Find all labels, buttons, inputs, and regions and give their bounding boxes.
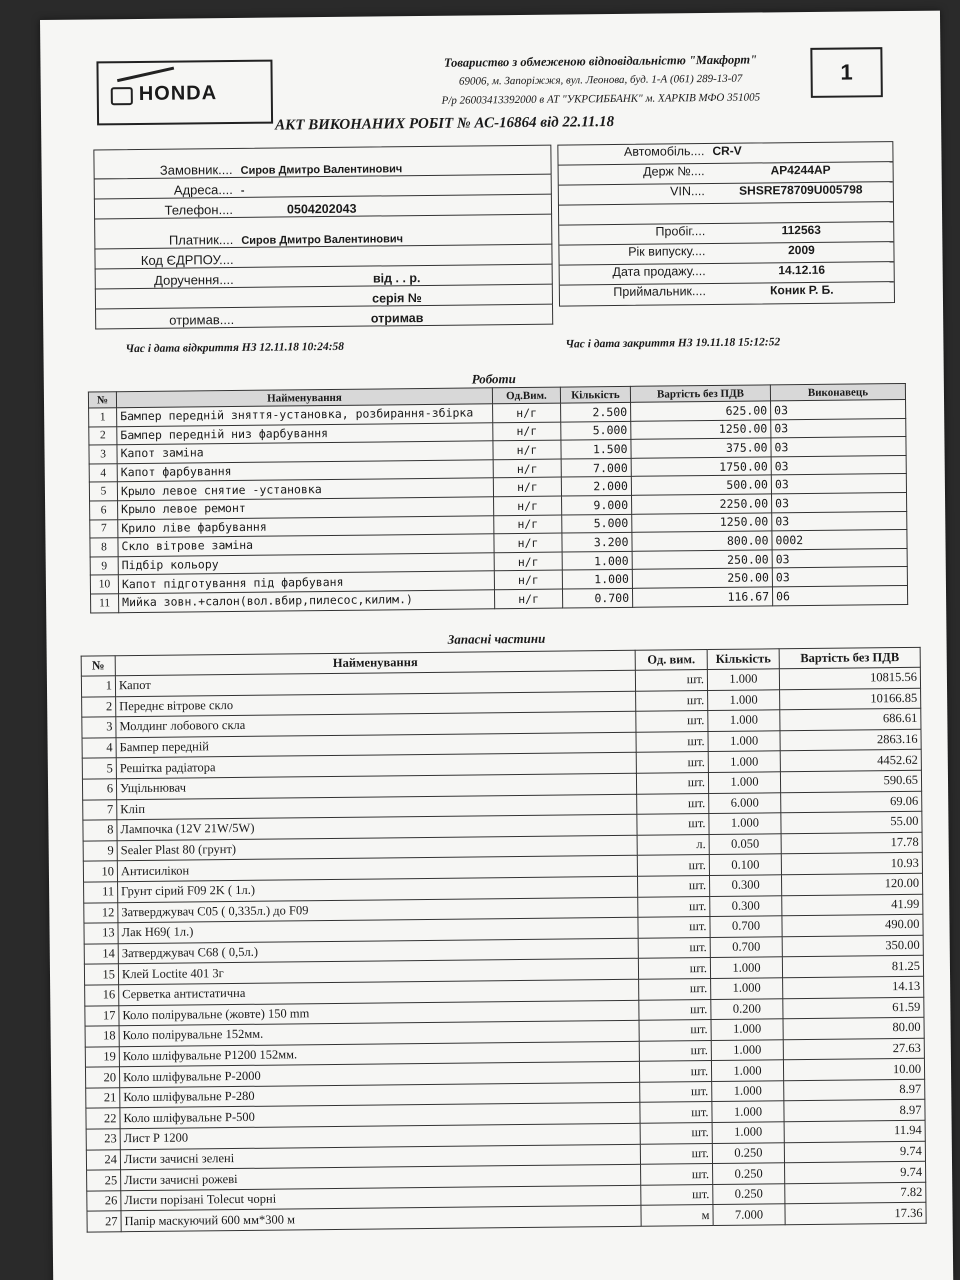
cell-cost: 350.00: [782, 935, 923, 957]
cell-unit: шт.: [640, 1081, 712, 1102]
cell-name: Коло шліфувальне Р-2000: [119, 1062, 639, 1088]
cell-number: 19: [85, 1046, 119, 1067]
parts-section-title: Запасні частини: [447, 630, 546, 647]
cell-number: 23: [86, 1129, 120, 1150]
year-value: 2009: [788, 242, 815, 258]
vin-value: SHSRE78709U005798: [739, 182, 863, 198]
cell-unit: н/г: [494, 533, 562, 552]
phone-value: 0504202043: [286, 201, 357, 217]
cell-quantity: 1.000: [708, 731, 780, 752]
cell-cost: 17.36: [785, 1203, 926, 1225]
receiver-row: [560, 282, 894, 305]
cell-number: 4: [82, 738, 116, 759]
payer-label: Платник....: [168, 231, 234, 248]
cell-executor: 03: [771, 474, 906, 494]
cell-unit: шт.: [639, 1061, 711, 1082]
cell-number: 21: [86, 1088, 120, 1109]
sale-value: 14.12.16: [778, 262, 826, 278]
cell-name: Затверджувач С68 ( 0,5л.): [118, 938, 638, 964]
cell-number: 11: [91, 594, 119, 613]
cell-number: 15: [84, 964, 118, 985]
cell-number: 1: [89, 408, 117, 427]
cell-executor: 06: [772, 585, 907, 605]
cell-unit: шт.: [636, 711, 708, 732]
cell-cost: 11.94: [784, 1120, 925, 1142]
cell-name: Лампочка (12V 21W/5W): [117, 814, 637, 840]
cell-unit: н/г: [493, 403, 561, 422]
received-row: [95, 305, 553, 330]
column-header-cost: Вартість без ПДВ: [779, 647, 920, 668]
cell-unit: шт.: [635, 670, 707, 691]
cell-name: Бампер передній низ фарбування: [117, 422, 493, 445]
cell-unit: шт.: [637, 855, 709, 876]
company-name: Товариство з обмеженою відповідальністю "Макфорт": [443, 52, 758, 70]
cell-name: Лак Н69( 1л.): [118, 917, 638, 943]
cell-unit: шт.: [638, 958, 710, 979]
honda-h-icon: [111, 87, 133, 105]
cell-name: Підбір кольору: [118, 553, 494, 576]
cell-cost: 625.00: [631, 401, 771, 421]
cell-number: 18: [85, 1026, 119, 1047]
cell-unit: шт.: [637, 875, 709, 896]
cell-unit: шт.: [639, 1020, 711, 1041]
cell-unit: шт.: [637, 814, 709, 835]
cell-name: Листи зачисні рожеві: [121, 1165, 641, 1191]
column-header-number: №: [81, 656, 115, 676]
cell-name: Капот фарбування: [117, 460, 493, 483]
cell-executor: 03: [772, 548, 907, 568]
receiver-label: Приймальник....: [613, 284, 706, 300]
cell-quantity: 0.250: [713, 1163, 785, 1184]
cell-number: 14: [84, 943, 118, 964]
cell-number: 13: [84, 923, 118, 944]
cell-cost: 120.00: [781, 873, 922, 895]
cell-name: Молдинг лобового скла: [116, 711, 636, 737]
cell-number: 17: [85, 1005, 119, 1026]
cell-unit: н/г: [494, 570, 562, 589]
cell-number: 5: [89, 482, 117, 501]
vin-label: VIN....: [670, 184, 705, 199]
cell-name: Лист Р 1200: [120, 1123, 640, 1149]
cell-unit: шт.: [639, 1040, 711, 1061]
cell-cost: 69.06: [781, 791, 922, 813]
parts-table-body: [81, 667, 926, 1232]
cell-quantity: 0.300: [709, 875, 781, 896]
received-label: отримав....: [169, 311, 235, 328]
cell-name: Крило ліве фарбування: [118, 515, 494, 538]
cell-cost: 55.00: [781, 811, 922, 833]
column-header-unit: Од. вим.: [635, 650, 707, 671]
cell-cost: 800.00: [632, 531, 772, 551]
cell-number: 5: [82, 758, 116, 779]
cell-quantity: 0.700: [710, 936, 782, 957]
cell-cost: 7.82: [785, 1182, 926, 1204]
cell-unit: шт.: [636, 731, 708, 752]
cell-unit: шт.: [639, 978, 711, 999]
cell-executor: 03: [772, 567, 907, 587]
document-page: [40, 11, 953, 1280]
cell-unit: шт.: [640, 1143, 712, 1164]
cell-name: Коло шліфувальне Р-500: [120, 1103, 640, 1129]
cell-quantity: 3.200: [562, 532, 632, 551]
attorney-series: серія №: [372, 291, 422, 306]
cell-unit: шт.: [637, 793, 709, 814]
cell-cost: 10.93: [781, 853, 922, 875]
cell-executor: 0002: [772, 530, 907, 550]
cell-name: Коло шліфувальне Р1200 152мм.: [119, 1041, 639, 1067]
cell-quantity: 1.000: [708, 689, 780, 710]
cell-number: 3: [82, 717, 116, 738]
cell-cost: 8.97: [784, 1079, 925, 1101]
cell-unit: н/г: [493, 477, 561, 496]
cell-name: Переднє вітрове скло: [116, 691, 636, 717]
cell-quantity: 0.700: [710, 916, 782, 937]
mileage-value: 112563: [781, 222, 822, 238]
vehicle-block: [557, 141, 895, 307]
cell-number: 22: [86, 1108, 120, 1129]
car-label: Автомобіль....: [623, 144, 705, 159]
cell-cost: 1250.00: [632, 512, 772, 532]
cell-unit: л.: [637, 834, 709, 855]
cell-quantity: 1.000: [710, 957, 782, 978]
cell-quantity: 1.000: [711, 1019, 783, 1040]
pen-stroke-mark: [117, 67, 174, 83]
cell-cost: 10166.85: [780, 688, 921, 710]
cell-unit: шт.: [638, 917, 710, 938]
cell-unit: шт.: [636, 752, 708, 773]
address-label: Адреса....: [173, 181, 233, 198]
cell-number: 26: [87, 1191, 121, 1212]
cell-name: Листи зачисні зелені: [120, 1144, 640, 1170]
cell-quantity: 1.000: [708, 710, 780, 731]
document-title: АКТ ВИКОНАНИХ РОБІТ № АС-16864 від 22.11.18: [275, 113, 615, 134]
cell-cost: 4452.62: [780, 750, 921, 772]
cell-name: Коло шліфувальне Р-280: [120, 1082, 640, 1108]
cell-executor: 03: [772, 492, 907, 512]
cell-name: Sealer Plast 80 (грунт): [117, 835, 637, 861]
cell-quantity: 7.000: [713, 1204, 785, 1225]
cell-number: 9: [83, 840, 117, 861]
page-number: 1: [810, 47, 883, 98]
cell-number: 2: [89, 426, 117, 445]
cell-quantity: 1.000: [711, 1060, 783, 1081]
cell-number: 7: [90, 519, 118, 538]
works-section-title: Роботи: [471, 371, 516, 387]
cell-name: Коло полірувальне 152мм.: [119, 1020, 639, 1046]
cell-number: 10: [90, 575, 118, 594]
closed-time: Час і дата закриття НЗ 19.11.18 15:12:52: [565, 336, 781, 351]
cell-quantity: 0.700: [562, 588, 632, 607]
cell-quantity: 0.200: [711, 998, 783, 1019]
cell-unit: шт.: [636, 773, 708, 794]
cell-name: Коло полірувальне (жовте) 150 mm: [119, 1000, 639, 1026]
cell-unit: шт.: [639, 999, 711, 1020]
cell-number: 16: [85, 985, 119, 1006]
cell-cost: 116.67: [632, 587, 772, 607]
customer-value: Сиров Дмитро Валентинович: [240, 163, 403, 177]
cell-cost: 2250.00: [632, 494, 772, 514]
cell-number: 4: [89, 463, 117, 482]
cell-cost: 490.00: [782, 914, 923, 936]
cell-quantity: 5.000: [561, 421, 631, 440]
cell-cost: 27.63: [783, 1038, 924, 1060]
cell-cost: 590.65: [780, 770, 921, 792]
cell-cost: 17.78: [781, 832, 922, 854]
parts-table: [81, 647, 927, 1233]
cell-cost: 81.25: [782, 956, 923, 978]
cell-executor: 03: [771, 418, 906, 438]
cell-name: Кліп: [117, 794, 637, 820]
cell-number: 20: [85, 1067, 119, 1088]
cell-cost: 2863.16: [780, 729, 921, 751]
column-header-name: Найменування: [116, 388, 492, 408]
cell-cost: 14.13: [783, 976, 924, 998]
cell-unit: н/г: [493, 422, 561, 441]
received-value: отримав: [370, 311, 424, 326]
cell-name: Капот: [115, 670, 635, 696]
honda-logo: [96, 60, 273, 126]
cell-number: 25: [87, 1170, 121, 1191]
cell-cost: 250.00: [632, 550, 772, 570]
company-header: [380, 50, 821, 112]
cell-name: Серветка антистатична: [119, 979, 639, 1005]
cell-name: Крыло левое снятие -установка: [117, 478, 493, 501]
cell-quantity: 1.000: [562, 551, 632, 570]
cell-cost: 10.00: [783, 1059, 924, 1081]
cell-quantity: 2.000: [561, 477, 631, 496]
company-address: 69006, м. Запоріжжя, вул. Леонова, буд. 1-А (061) 289-13-07: [458, 72, 743, 88]
cell-executor: 03: [772, 511, 907, 531]
cell-quantity: 0.050: [709, 834, 781, 855]
cell-number: 7: [83, 799, 117, 820]
year-label: Рік випуску....: [628, 244, 706, 259]
cell-cost: 61.59: [783, 997, 924, 1019]
customer-row: [93, 145, 551, 180]
cell-executor: 03: [771, 399, 906, 419]
cell-unit: н/г: [494, 552, 562, 571]
cell-quantity: 0.250: [713, 1184, 785, 1205]
cell-unit: шт.: [641, 1164, 713, 1185]
works-table: [88, 383, 908, 613]
cell-quantity: 1.000: [707, 669, 779, 690]
cell-number: 6: [90, 501, 118, 520]
column-header-quantity: Кількість: [707, 649, 779, 670]
cell-number: 11: [84, 882, 118, 903]
opened-time: Час і дата відкриття НЗ 12.11.18 10:24:58: [125, 340, 345, 356]
cell-unit: шт.: [638, 937, 710, 958]
cell-name: Мийка зовн.+салон(вол.вбир,пилесос,килим.): [119, 590, 495, 613]
payer-row: [94, 215, 552, 250]
cell-name: Крыло левое ремонт: [118, 497, 494, 520]
cell-cost: 80.00: [783, 1017, 924, 1039]
cell-quantity: 1.000: [712, 1081, 784, 1102]
column-header-quantity: Кількість: [560, 386, 630, 403]
attorney-label: Доручення....: [154, 271, 234, 288]
mileage-label: Пробіг....: [655, 224, 706, 239]
edrpou-label: Код ЄДРПОУ....: [140, 251, 234, 268]
cell-cost: 250.00: [632, 568, 772, 588]
cell-quantity: 1.000: [711, 978, 783, 999]
cell-number: 9: [90, 556, 118, 575]
cell-quantity: 1.000: [709, 813, 781, 834]
cell-executor: 03: [771, 455, 906, 475]
cell-number: 10: [83, 861, 117, 882]
cell-quantity: 1.000: [712, 1101, 784, 1122]
cell-unit: шт.: [641, 1184, 713, 1205]
column-header-executor: Виконавець: [770, 383, 905, 400]
sale-label: Дата продажу....: [612, 264, 706, 280]
cell-unit: н/г: [494, 496, 562, 515]
works-table-body: [89, 399, 908, 612]
cell-name: Бампер передній зняття-установка, розбирання-збірка: [117, 404, 493, 427]
cell-unit: шт.: [640, 1123, 712, 1144]
phone-label: Телефон....: [164, 201, 234, 218]
cell-quantity: 0.300: [710, 895, 782, 916]
company-account: Р/р 26003413392000 в АТ "УКРСИББАНК" м. ХАРКІВ МФО 351005: [441, 91, 761, 107]
cell-unit: н/г: [493, 459, 561, 478]
column-header-name: Найменування: [115, 650, 635, 675]
plate-value: AP4244AP: [770, 162, 831, 178]
receiver-value: Коник Р. Б.: [770, 282, 834, 298]
cell-name: Скло вітрове заміна: [118, 534, 494, 557]
cell-cost: 8.97: [784, 1100, 925, 1122]
cell-cost: 41.99: [782, 894, 923, 916]
cell-number: 24: [86, 1149, 120, 1170]
cell-number: 3: [89, 445, 117, 464]
car-value: CR-V: [712, 143, 742, 158]
cell-quantity: 0.100: [709, 854, 781, 875]
cell-name: Антисилікон: [117, 856, 637, 882]
cell-unit: шт.: [638, 896, 710, 917]
cell-number: 8: [90, 538, 118, 557]
attorney-from: від . . р.: [372, 271, 421, 286]
cell-name: Листи порізані Tolecut чорні: [121, 1185, 641, 1211]
cell-quantity: 2.500: [561, 402, 631, 421]
cell-quantity: 5.000: [562, 514, 632, 533]
cell-name: Затверджувач С05 ( 0,335л.) до F09: [118, 897, 638, 923]
address-value: -: [240, 184, 245, 197]
cell-name: Папір маскуючий 600 мм*300 м: [121, 1206, 641, 1232]
cell-quantity: 1.000: [711, 1039, 783, 1060]
cell-name: Грунт сірий F09 2K ( 1л.): [118, 876, 638, 902]
cell-cost: 10815.56: [779, 667, 920, 689]
cell-name: Ущільнювач: [116, 773, 636, 799]
cell-quantity: 1.500: [561, 440, 631, 459]
cell-name: Клей Loctite 401 3г: [118, 959, 638, 985]
cell-quantity: 7.000: [561, 458, 631, 477]
cell-quantity: 0.250: [712, 1142, 784, 1163]
cell-unit: н/г: [494, 515, 562, 534]
cell-number: 8: [83, 820, 117, 841]
customer-label: Замовник....: [159, 161, 233, 178]
cell-number: 1: [81, 676, 115, 697]
cell-cost: 500.00: [631, 475, 771, 495]
cell-quantity: 1.000: [708, 772, 780, 793]
cell-quantity: 1.000: [712, 1122, 784, 1143]
cell-cost: 686.61: [780, 709, 921, 731]
cell-quantity: 9.000: [562, 495, 632, 514]
payer-value: Сиров Дмитро Валентинович: [241, 233, 404, 247]
cell-number: 27: [87, 1211, 121, 1232]
column-header-number: №: [88, 392, 116, 408]
cell-unit: н/г: [494, 589, 562, 608]
customer-block: [93, 145, 553, 330]
cell-unit: шт.: [636, 690, 708, 711]
cell-quantity: 6.000: [709, 792, 781, 813]
column-header-unit: Од.Вим.: [492, 387, 560, 404]
cell-number: 12: [84, 902, 118, 923]
cell-cost: 375.00: [631, 438, 771, 458]
column-header-cost: Вартість без ПДВ: [630, 385, 770, 402]
cell-unit: шт.: [640, 1102, 712, 1123]
cell-cost: 9.74: [785, 1162, 926, 1184]
cell-cost: 1750.00: [631, 457, 771, 477]
cell-name: Решітка радіатора: [116, 753, 636, 779]
cell-number: 6: [82, 779, 116, 800]
cell-executor: 03: [771, 437, 906, 457]
plate-label: Держ №....: [643, 164, 705, 179]
cell-cost: 9.74: [784, 1141, 925, 1163]
cell-quantity: 1.000: [708, 751, 780, 772]
cell-name: Капот заміна: [117, 441, 493, 464]
logo-text: HONDA: [138, 82, 218, 105]
cell-cost: 1250.00: [631, 419, 771, 439]
cell-name: Бампер передній: [116, 732, 636, 758]
cell-unit: м: [641, 1205, 713, 1226]
cell-number: 2: [82, 696, 116, 717]
cell-name: Капот підготування під фарбуваня: [118, 571, 494, 594]
cell-unit: н/г: [493, 440, 561, 459]
cell-quantity: 1.000: [562, 570, 632, 589]
